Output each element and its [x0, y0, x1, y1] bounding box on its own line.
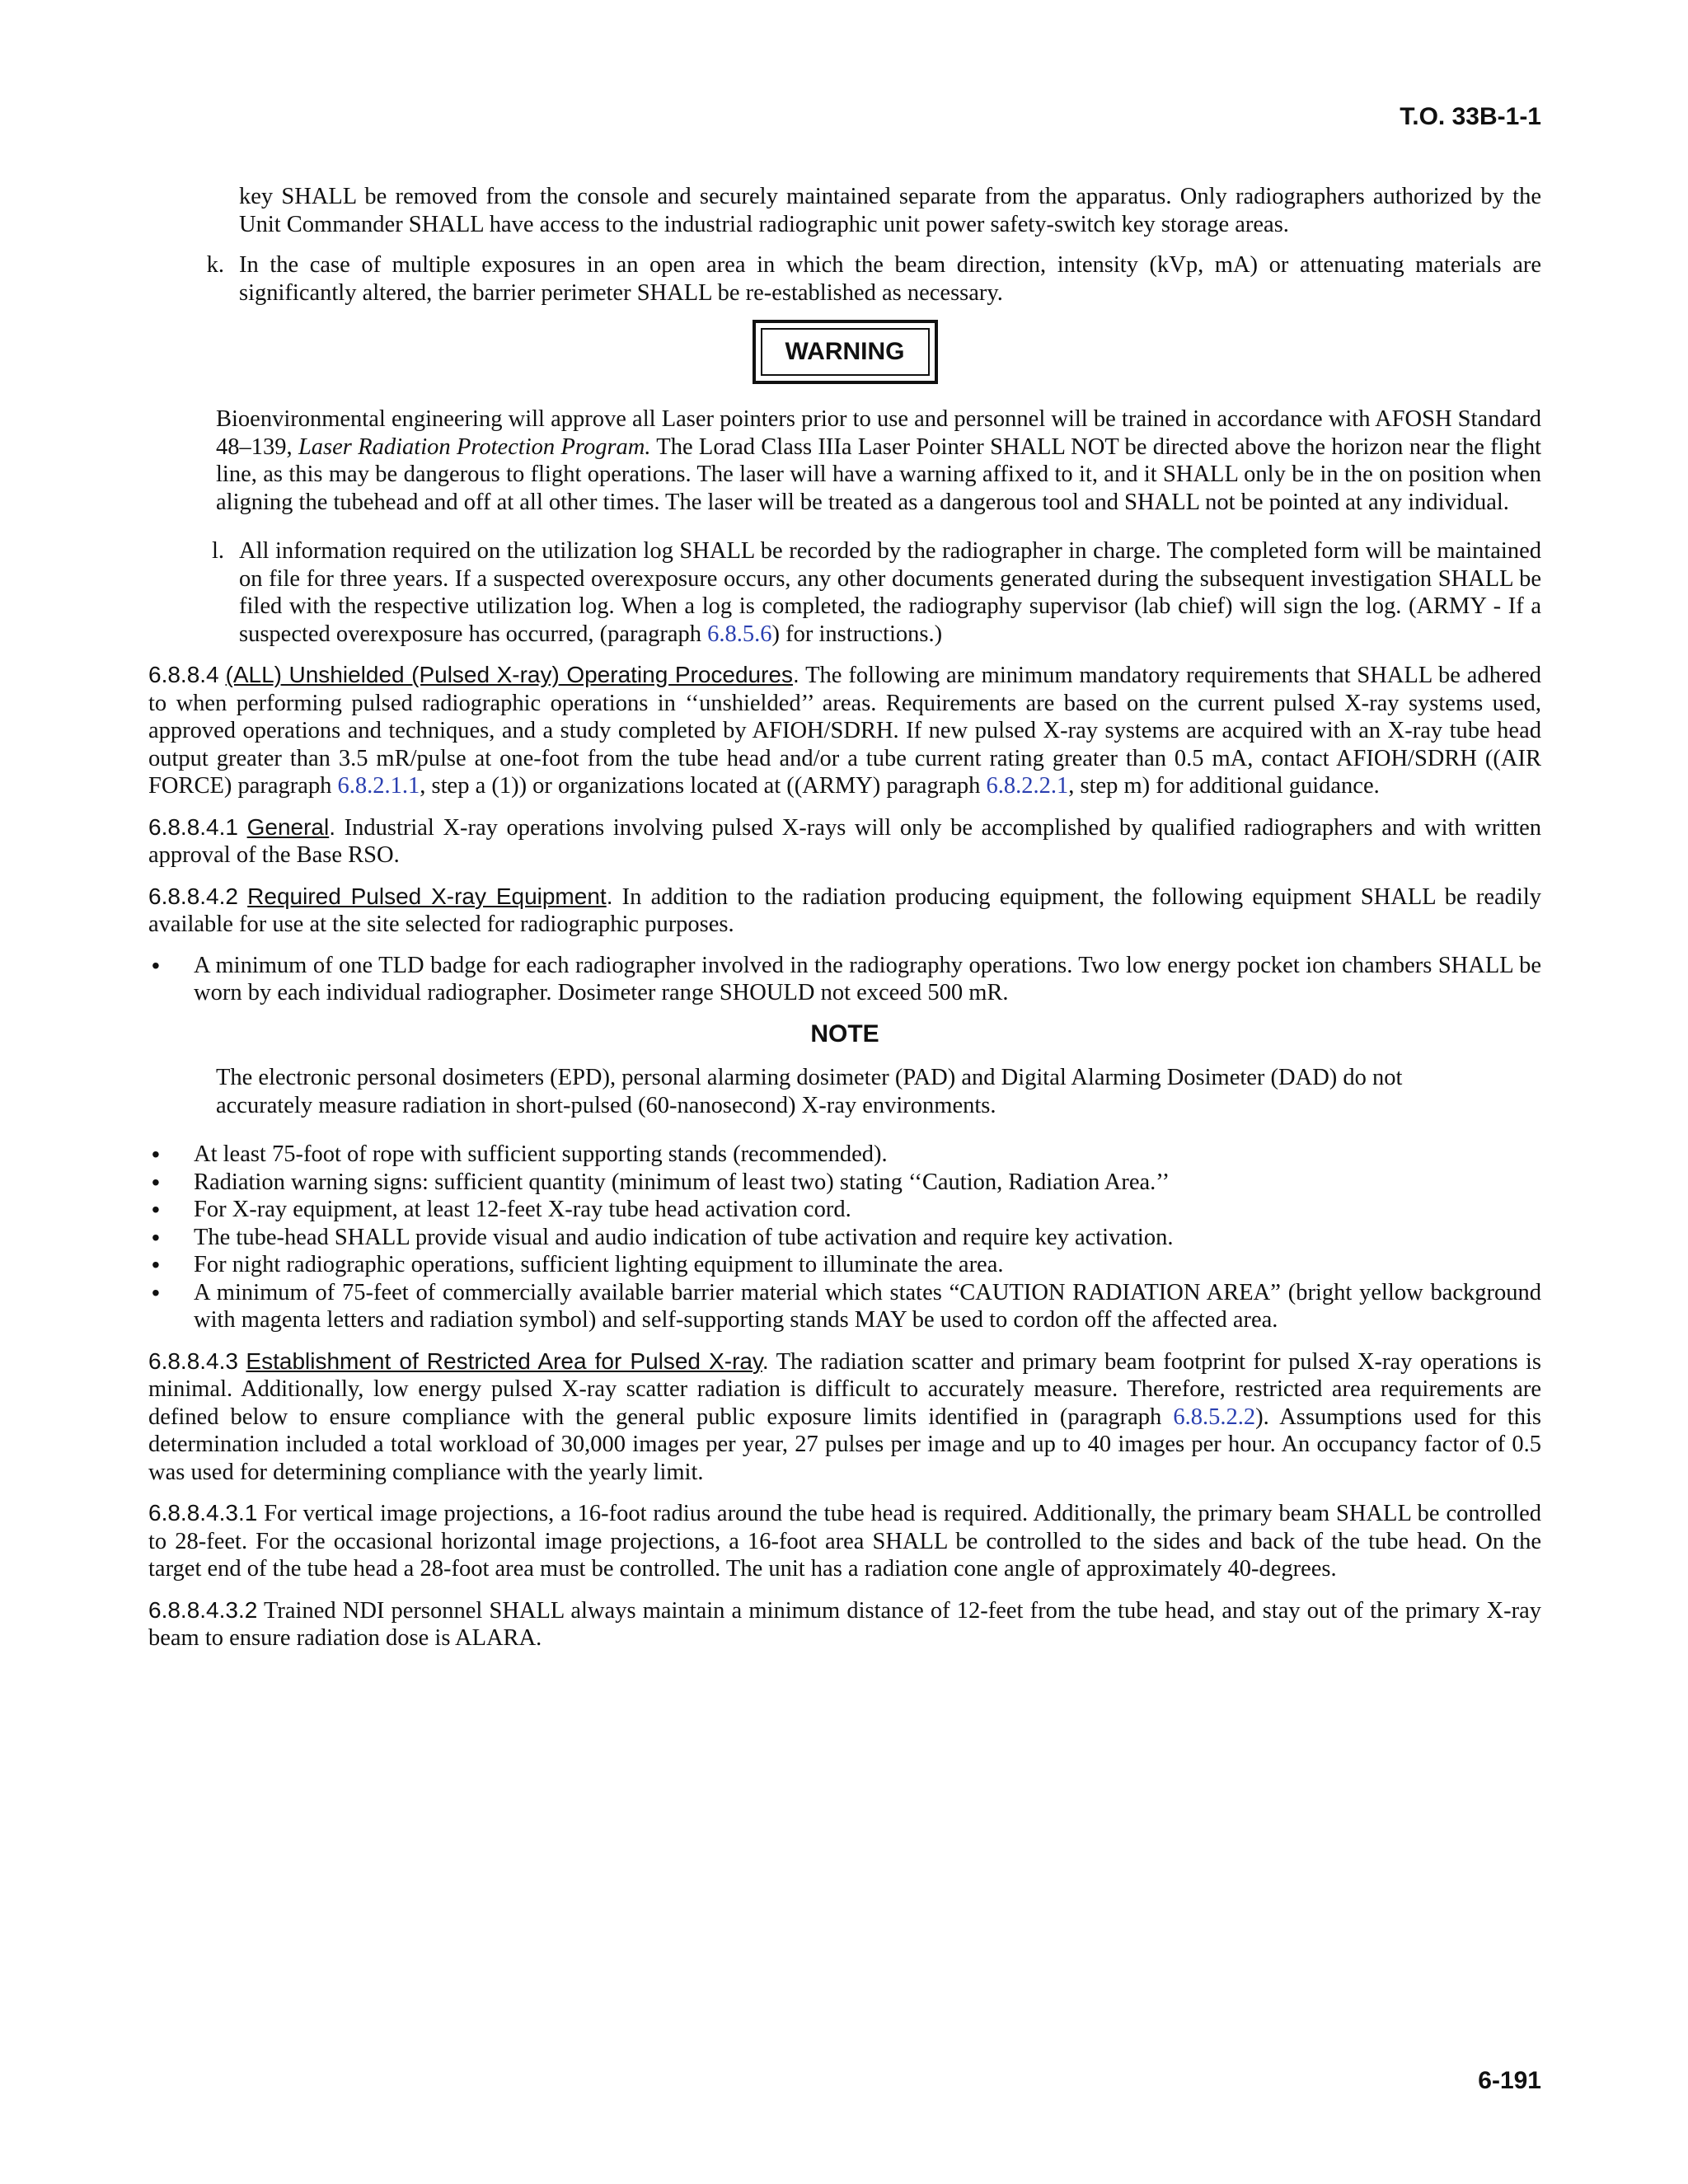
section-6-8-8-4: 6.8.8.4 (ALL) Unshielded (Pulsed X-ray) Operating Procedures. The following are minimum mandatory requirements that SHALL be adhered to when performing pulsed radiographic operations in ‘‘unshielded’’ areas. Requirements are based on the current pulsed X-ray systems used, approved operations and techniques, and a study completed by AFIOH/SDRH. If new pulsed X-ray systems are acquired with an X-ray tube head output greater than 3.5 mR/pulse at one-foot from the tube head and/or a tube current rating greater than 0.5 mA, contact AFIOH/SDRH ((AIR FORCE) paragraph 6.8.2.1.1, step a (1)) or organizations located at ((ARMY) paragraph 6.8.2.2.1, step m) for additional guidance.: [148, 662, 1541, 799]
list-item: [148, 952, 1541, 1007]
list-item-k: [148, 251, 1541, 307]
note-text: The electronic personal dosimeters (EPD), personal alarming dosimeter (PAD) and Digital Alarming Dosimeter (DAD) do not accurately measure radiation in short-pulsed (60-nanosecond) X-ray environments.: [216, 1065, 1403, 1118]
section-text: For vertical image projections, a 16-foot radius around the tube head is required. Additionally, the primary beam SHALL be controlled to 28-feet. For the occasional horizontal image projections, a 16-foot area SHALL be controlled to the sides and back of the tube head. On the target end of the tube head a 28-foot area must be controlled. The unit has a radiation cone angle of approximately 40-degrees.: [148, 1501, 1541, 1582]
list-item-text: For X-ray equipment, at least 12-feet X-ray tube head activation cord.: [194, 1197, 851, 1222]
item-letter: k.: [206, 252, 224, 278]
section-title: Required Pulsed X-ray Equipment: [247, 883, 607, 909]
paragraph-link[interactable]: 6.8.5.6: [707, 621, 772, 647]
section-6-8-8-4-3-2: [148, 1596, 1541, 1652]
section-number: 6.8.8.4.3.2: [148, 1596, 258, 1623]
section-6-8-8-4-3-1: [148, 1499, 1541, 1583]
section-text: , step m) for additional guidance.: [1068, 773, 1380, 799]
equipment-list-2: [148, 1141, 1541, 1334]
section-6-8-8-4-3: 6.8.8.4.3 Establishment of Restricted Area for Pulsed X-ray. The radiation scatter and primary beam footprint for pulsed X-ray operations is minimal. Additionally, low energy pulsed X-ray scatter radiation is difficult to accurately measure. Therefore, restricted area requirements are defined below to ensure compliance with the general public exposure limits identified in (paragraph 6.8.5.2.2). Assumptions used for this determination included a total workload of 30,000 images per year, 27 pulses per image and up to 40 images per hour. An occupancy factor of 0.5 was used for determining compliance with the yearly limit.: [148, 1347, 1542, 1485]
bullet-icon: •: [152, 1141, 160, 1167]
bullet-icon: •: [152, 1224, 160, 1250]
warning-text-part: The Lorad Class IIIa Laser Pointer SHALL NOT be directed above the horizon near the flight line, as this may be dangerous to flight operations. The laser will have a warning affixed to it, and it SHALL only be in the on position when aligning the tubehead and off at all other times. The laser will be treated as a dangerous tool and SHALL not be pointed at any individual.: [216, 434, 1541, 515]
warning-text-italic: Laser Radiation Protection Program.: [298, 434, 651, 460]
list-item: [148, 1224, 1541, 1252]
paragraph-link[interactable]: 6.8.2.2.1: [986, 773, 1069, 799]
continued-paragraph: key SHALL be removed from the console and securely maintained separate from the apparatus. Only radiographers authorized by the Unit Commander SHALL have access to the industrial radiographic unit power safety-switch key storage areas.: [239, 184, 1541, 237]
bullet-icon: •: [152, 1169, 160, 1195]
bullet-icon: •: [152, 1197, 160, 1222]
warning-box: [148, 320, 1541, 384]
list-item: [148, 1279, 1541, 1334]
section-6-8-8-4-2: 6.8.8.4.2 Required Pulsed X-ray Equipment. In addition to the radiation producing equipment, the following equipment SHALL be readily available for use at the site selected for radiographic purposes.: [148, 883, 1541, 937]
section-title: General: [246, 813, 330, 840]
bullet-icon: •: [152, 952, 160, 978]
note-label: NOTE: [810, 1019, 879, 1047]
item-text-part: All information required on the utilization log SHALL be recorded by the radiographer in charge. The completed form will be maintained on file for three years. If a suspected overexposure occurs, any other documents generated during the subsequent investigation SHALL be filed with the respective utilization log. When a log is completed, the radiography supervisor (lab chief) will sign the log. (ARMY - If a suspected overexposure has occurred, (paragraph: [239, 538, 1541, 647]
warning-label: WARNING: [761, 328, 930, 376]
section-text: The following are minimum mandatory requirements that SHALL be adhered to when performing pulsed radiographic operations in ‘‘unshielded’’ areas. Requirements are based on the current pulsed X-ray systems used, approved operations and techniques, and a study completed by AFIOH/SDRH. If new pulsed X-ray systems are acquired with an X-ray tube head output greater than 3.5 mR/pulse at one-foot from the tube head and/or a tube current rating greater than 0.5 mA, contact AFIOH/SDRH ((AIR FORCE) paragraph: [148, 663, 1541, 799]
section-number: 6.8.8.4.2: [148, 883, 238, 909]
warning-text: [216, 405, 1541, 516]
list-item: [148, 1169, 1541, 1197]
section-text: Trained NDI personnel SHALL always maintain a minimum distance of 12-feet from the tube head, and stay out of the primary X-ray beam to ensure radiation dose is ALARA.: [148, 1597, 1541, 1651]
item-text-part: ) for instructions.): [771, 621, 943, 647]
section-number: 6.8.8.4.1: [148, 813, 238, 840]
list-item-text: A minimum of one TLD badge for each radiographer involved in the radiography operations. Two low energy pocket ion chambers SHALL be worn by each individual radiographer. Dosimeter range SHOULD not exceed 500 mR.: [194, 952, 1541, 1005]
paragraph-link[interactable]: 6.8.5.2.2: [1173, 1404, 1256, 1430]
warning-text-part: Bioenvironmental engineering will approve all Laser pointers prior to use and personnel will be trained in accordance with AFOSH Standard 48–139,: [216, 406, 1541, 460]
item-text: In the case of multiple exposures in an open area in which the beam direction, intensity (kVp, mA) or attenuating materials are significantly altered, the barrier perimeter SHALL be re-established as necessary.: [239, 252, 1541, 306]
equipment-list-1: [148, 952, 1541, 1007]
section-text: The radiation scatter and primary beam footprint for pulsed X-ray operations is minimal. Additionally, low energy pulsed X-ray scatter radiation is difficult to accurately measure. Therefore, restricted area requirements are defined below to ensure compliance with the general public exposure limits identified in (paragraph: [148, 1348, 1542, 1430]
section-number: 6.8.8.4.3: [148, 1347, 238, 1374]
list-item-text: The tube-head SHALL provide visual and audio indication of tube activation and require key activation.: [194, 1224, 1174, 1250]
list-item: [148, 1141, 1541, 1169]
section-text: In addition to the radiation producing equipment, the following equipment SHALL be readily available for use at the site selected for radiographic purposes.: [148, 883, 1541, 937]
item-letter: l.: [211, 538, 224, 564]
section-title: Establishment of Restricted Area for Pulsed X-ray: [246, 1347, 762, 1374]
list-item-text: At least 75-foot of rope with sufficient supporting stands (recommended).: [194, 1141, 888, 1167]
list-item: [148, 1251, 1541, 1279]
section-text: ). Assumptions used for this determination included a total workload of 30,000 images per year, 27 pulses per image and up to 40 images per hour. An occupancy factor of 0.5 was used for determining compliance with the yearly limit.: [148, 1404, 1541, 1485]
document-page: [148, 0, 1541, 2184]
list-item: [148, 1196, 1541, 1224]
page-content: [148, 183, 1541, 1666]
section-number: 6.8.8.4: [148, 662, 219, 687]
item-text: [239, 537, 1541, 648]
list-item-text: A minimum of 75-feet of commercially available barrier material which states “CAUTION RADIATION AREA” (bright yellow background with magenta letters and radiation symbol) and self-supporting stands MAY be used to cordon off the affected area.: [194, 1279, 1541, 1333]
list-item-l: [148, 537, 1541, 648]
section-text: , step a (1)) or organizations located at ((ARMY) paragraph: [420, 773, 987, 799]
bullet-icon: •: [152, 1252, 160, 1277]
section-number: 6.8.8.4.3.1: [148, 1500, 258, 1526]
section-title: (ALL) Unshielded (Pulsed X-ray) Operating Procedures: [225, 662, 794, 687]
section-text: Industrial X-ray operations involving pulsed X-rays will only be accomplished by qualified radiographers and with written approval of the Base RSO.: [148, 814, 1541, 868]
list-item-text: For night radiographic operations, sufficient lighting equipment to illuminate the area.: [194, 1252, 1004, 1277]
paragraph-link[interactable]: 6.8.2.1.1: [337, 773, 420, 799]
page-number-footer: 6-191: [1478, 2067, 1541, 2094]
bullet-icon: •: [152, 1279, 160, 1305]
section-6-8-8-4-1: 6.8.8.4.1 General. Industrial X-ray operations involving pulsed X-rays will only be accomplished by qualified radiographers and with written approval of the Base RSO.: [148, 813, 1541, 868]
doc-id-header: T.O. 33B-1-1: [1400, 103, 1541, 130]
list-item-text: Radiation warning signs: sufficient quantity (minimum of least two) stating ‘‘Caution, Radiation Area.’’: [194, 1169, 1170, 1195]
warning-box-outer: [753, 320, 938, 384]
